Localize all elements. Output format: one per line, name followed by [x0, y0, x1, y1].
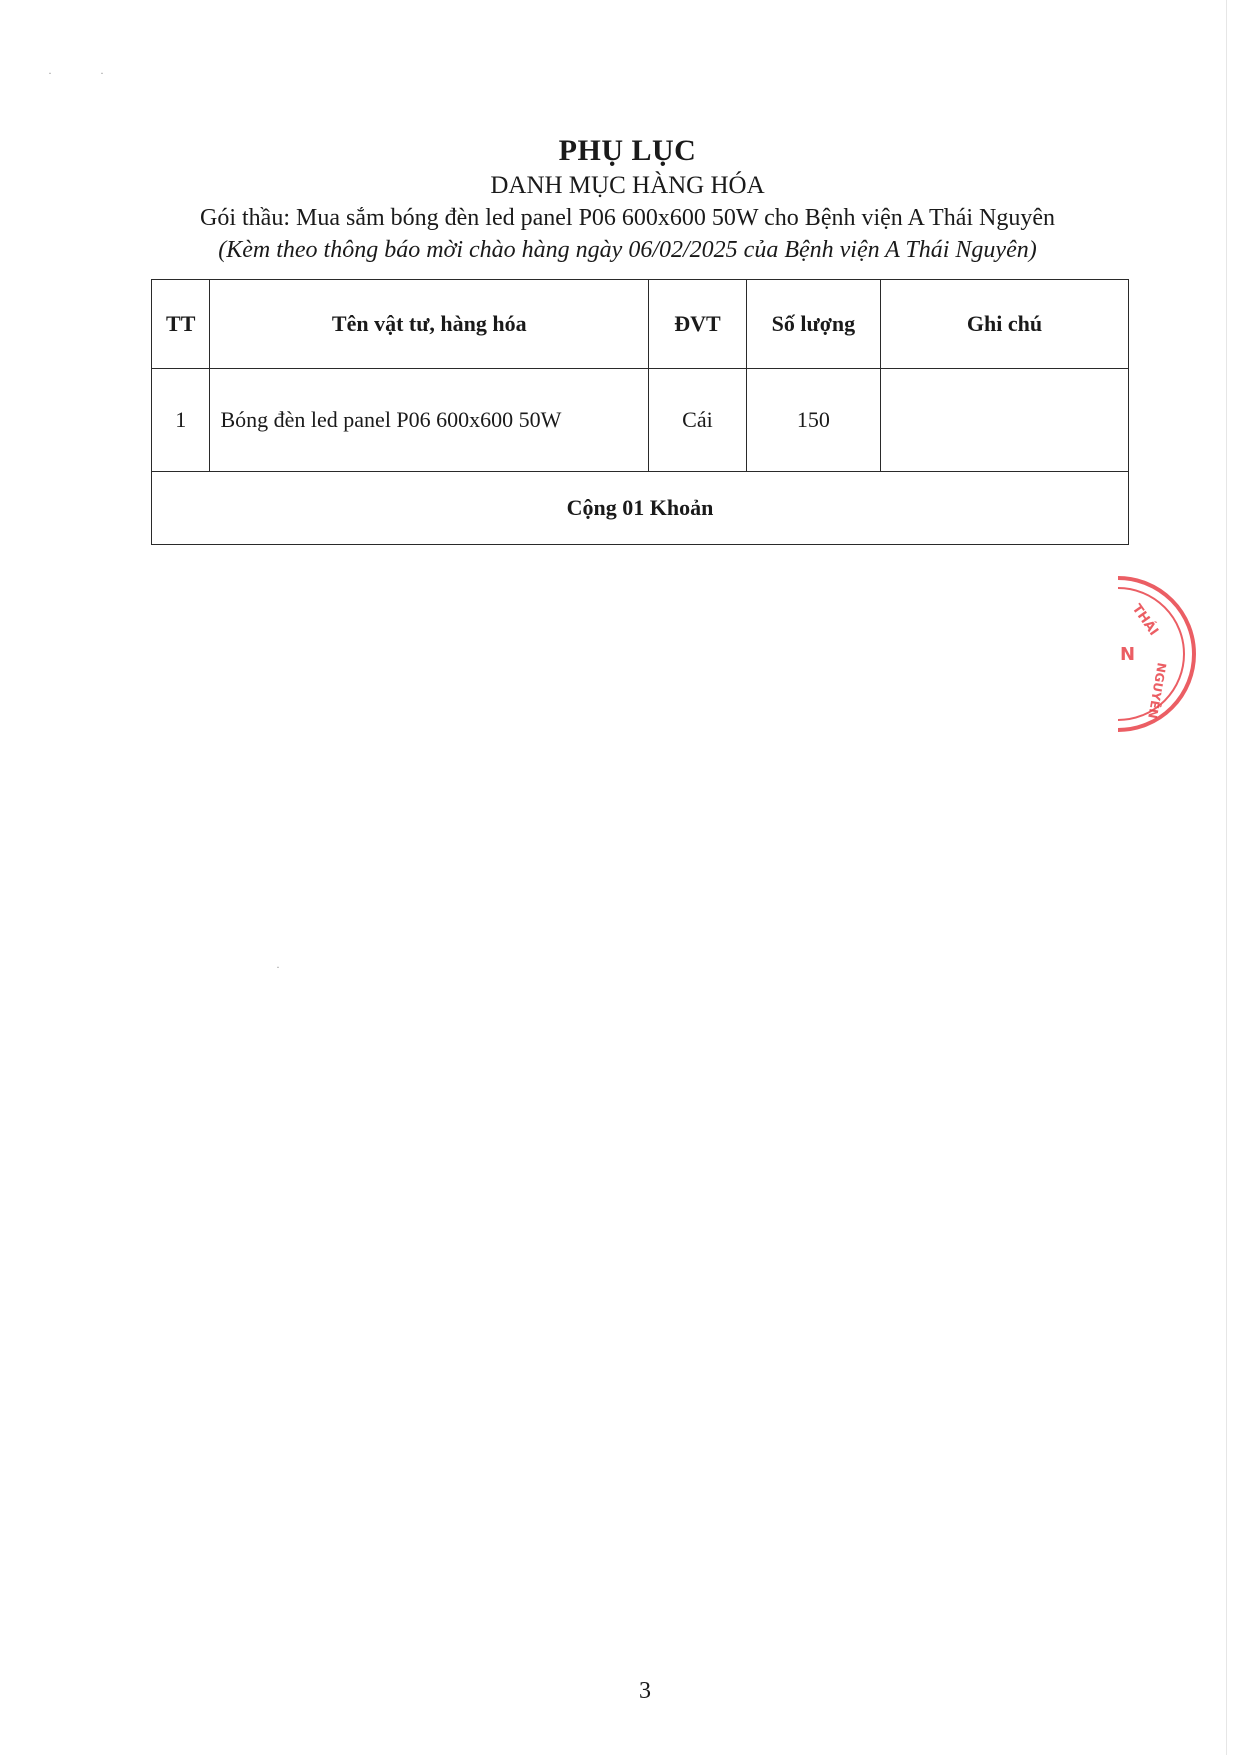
cell-tt: 1	[152, 369, 210, 472]
scan-speck: ·	[48, 66, 52, 80]
document-title: PHỤ LỤC	[558, 134, 697, 167]
official-stamp	[1110, 570, 1241, 740]
total-row	[152, 472, 1129, 545]
table-row	[152, 369, 1129, 472]
header-tt: TT	[152, 280, 210, 369]
document-header	[140, 132, 1115, 266]
stamp-center-letter: N	[1120, 644, 1136, 665]
header-unit: ĐVT	[649, 280, 747, 369]
cell-unit: Cái	[649, 369, 747, 472]
scan-speck: ·	[100, 66, 104, 80]
scan-speck: ·	[276, 960, 280, 974]
table-header-row	[152, 280, 1129, 369]
stamp-text-top: THÁI	[1128, 601, 1161, 639]
document-subtitle: DANH MỤC HÀNG HÓA	[490, 172, 765, 199]
goods-table	[151, 279, 1129, 545]
total-label: Cộng 01 Khoản	[152, 472, 1129, 545]
attached-note: (Kèm theo thông báo mời chào hàng ngày 06/02/2025 của Bệnh viện A Thái Nguyên)	[218, 237, 1037, 263]
header-note: Ghi chú	[880, 280, 1128, 369]
cell-quantity: 150	[746, 369, 880, 472]
header-quantity: Số lượng	[746, 280, 880, 369]
cell-note	[880, 369, 1128, 472]
package-description: Gói thầu: Mua sắm bóng đèn led panel P06 600x600 50W cho Bệnh viện A Thái Nguyên	[200, 205, 1055, 231]
scan-edge	[1226, 0, 1227, 1755]
stamp-text-side: NGUYÊN	[1145, 661, 1169, 720]
header-name: Tên vật tư, hàng hóa	[210, 280, 649, 369]
page-number: 3	[639, 1678, 651, 1704]
cell-name: Bóng đèn led panel P06 600x600 50W	[210, 369, 649, 472]
